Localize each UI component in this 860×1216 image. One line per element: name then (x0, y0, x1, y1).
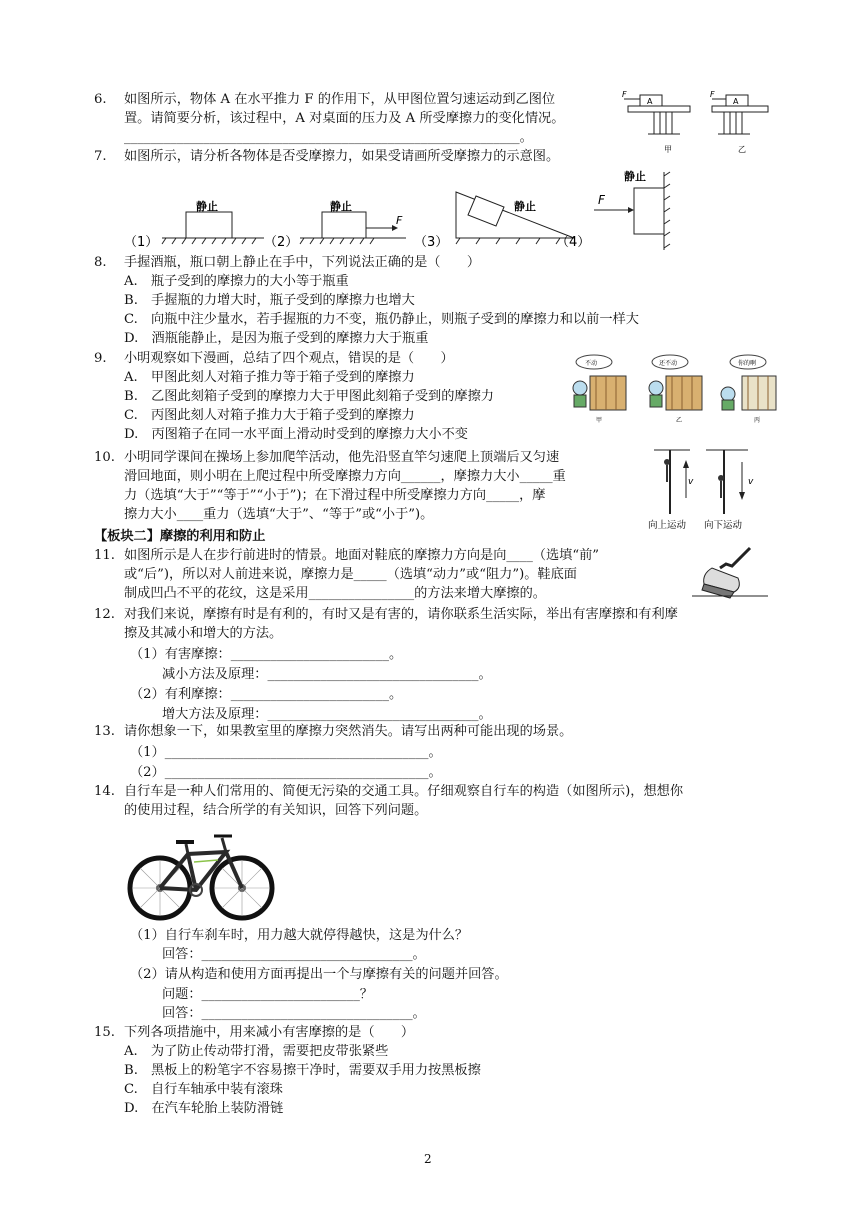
q11-number: 11. (94, 548, 115, 563)
q11-line3: 制成凹凸不平的花纹，这是采用________________的方法来增大摩擦的。 (124, 586, 546, 601)
q12-sub1-method: 减小方法及原理：________________________________。 (162, 667, 492, 682)
q9-option-b: B. 乙图此刻箱子受到的摩擦力大于甲图此刻箱子受到的摩擦力 (124, 389, 494, 404)
q13-sub1: （1）________________________________________。 (130, 745, 442, 760)
q10-line4: 擦力大小____重力（选填“大于”、“等于”或“小于”)。 (124, 507, 434, 522)
q9-comic-figure (566, 354, 780, 426)
q8-stem: 手握酒瓶，瓶口朝上静止在手中，下列说法正确的是（ ） (124, 255, 481, 270)
svg-text:v: v (748, 477, 754, 487)
svg-text:还不动: 还不动 (659, 360, 678, 367)
q15-option-c: C. 自行车轴承中装有滚珠 (124, 1082, 283, 1097)
q7-line1: 如图所示，请分析各物体是否受摩擦力，如果受请画所受摩擦力的示意图。 (124, 149, 560, 164)
svg-text:（2）: （2） (264, 235, 299, 250)
q8-option-d: D. 酒瓶能静止，是因为瓶子受到的摩擦力大于瓶重 (124, 331, 429, 346)
q9-option-d: D. 丙图箱子在同一水平面上滑动时受到的摩擦力大小不变 (124, 427, 468, 442)
q7-number: 7. (94, 149, 107, 164)
q6-number: 6. (94, 92, 107, 107)
q14-sub1: （1）自行车刹车时，用力越大就停得越快，这是为什么？ (130, 928, 469, 943)
svg-text:乙: 乙 (676, 417, 683, 424)
q14-sub1-answer: 回答：________________________________。 (162, 947, 426, 962)
q12-line2: 擦及其减小和增大的方法。 (124, 626, 283, 641)
q15-stem: 下列各项措施中，用来减小有害摩擦的是（ ） (124, 1025, 415, 1040)
svg-text:你的啊: 你的啊 (738, 360, 757, 367)
q15-option-b: B. 黑板上的粉笔字不容易擦干净时，需要双手用力按黑板擦 (124, 1063, 481, 1078)
svg-text:A: A (733, 97, 739, 106)
svg-text:向上运动: 向上运动 (648, 520, 687, 531)
q11-line1: 如图所示是人在步行前进时的情景。地面对鞋底的摩擦力方向是向____（选填“前” (124, 548, 600, 563)
q15-number: 15. (94, 1025, 115, 1040)
q13-stem: 请你想象一下，如果教室里的摩擦力突然消失。请写出两种可能出现的场景。 (124, 724, 573, 739)
svg-text:（4）: （4） (556, 235, 591, 250)
svg-text:不动: 不动 (585, 360, 598, 367)
svg-text:A: A (647, 97, 653, 106)
section-heading: 【板块二】摩擦的利用和防止 (94, 529, 266, 544)
svg-text:向下运动: 向下运动 (704, 520, 743, 531)
svg-text:丙: 丙 (754, 417, 761, 424)
q13-sub2: （2）________________________________________。 (130, 765, 442, 780)
q8-option-c: C. 向瓶中注少量水，若手握瓶的力不变，瓶仍静止，则瓶子受到的摩擦力和以前一样大 (124, 312, 639, 327)
q9-option-a: A. 甲图此刻人对箱子推力等于箱子受到的摩擦力 (124, 370, 415, 385)
svg-text:静止: 静止 (196, 200, 218, 213)
q15-option-a: A. 为了防止传动带打滑，需要把皮带张紧些 (124, 1044, 389, 1059)
svg-text:F: F (396, 214, 403, 227)
q9-stem: 小明观察如下漫画，总结了四个观点，错误的是（ ） (124, 351, 454, 366)
q6-figure (620, 88, 780, 156)
q10-pole-figure (648, 448, 760, 534)
bicycle-figure (126, 824, 276, 924)
yi-label: 乙 (738, 145, 746, 154)
q15-option-d: D. 在汽车轮胎上装防滑链 (124, 1101, 284, 1116)
q6-answer-line: ____________________________________________________________。 (124, 130, 533, 145)
q9-option-c: C. 丙图此刻人对箱子推力大于箱子受到的摩擦力 (124, 408, 415, 423)
q10-number: 10. (94, 450, 115, 465)
svg-text:静止: 静止 (330, 200, 352, 213)
q13-number: 13. (94, 724, 115, 739)
q14-sub2: （2）请从构造和使用方面再提出一个与摩擦有关的问题并回答。 (130, 967, 508, 982)
jia-label: 甲 (664, 145, 672, 154)
q12-sub2: （2）有利摩擦：________________________。 (130, 687, 403, 702)
q7-figure (124, 166, 684, 252)
q8-option-a: A. 瓶子受到的摩擦力的大小等于瓶重 (124, 274, 349, 289)
q6-line1: 如图所示，物体 A 在水平推力 F 的作用下，从甲图位置匀速运动到乙图位 (124, 92, 556, 107)
q12-sub2-method: 增大方法及原理：________________________________。 (162, 707, 492, 722)
q9-number: 9. (94, 351, 107, 366)
q10-line1: 小明同学课间在操场上参加爬竿活动，他先沿竖直竿匀速爬上顶端后又匀速 (124, 450, 560, 465)
q14-line1: 自行车是一种人们常用的、简便无污染的交通工具。仔细观察自行车的构造（如图所示)，想想你 (124, 784, 684, 799)
svg-text:（3）: （3） (414, 235, 449, 250)
svg-text:静止: 静止 (514, 200, 536, 213)
svg-text:F: F (622, 90, 627, 99)
svg-text:（1）: （1） (124, 235, 159, 250)
q14-line2: 的使用过程，结合所学的有关知识，回答下列问题。 (124, 803, 428, 818)
q14-number: 14. (94, 784, 115, 799)
q12-sub1: （1）有害摩擦：________________________。 (130, 647, 403, 662)
q8-number: 8. (94, 255, 107, 270)
page-number: 2 (424, 1152, 432, 1166)
q10-line3: 力（选填“大于”“等于”“小于”)；在下滑过程中所受摩擦力方向_____，摩 (124, 488, 546, 503)
q14-sub2-answer: 回答：________________________________。 (162, 1006, 426, 1021)
svg-text:F: F (598, 193, 605, 207)
q11-line2: 或“后”)，所以对人前进来说，摩擦力是_____（选填“动力”或“阻力”)。鞋底面 (124, 567, 577, 582)
q11-shoe-figure (690, 544, 770, 602)
svg-text:v: v (688, 477, 694, 487)
q14-sub2-question: 问题：________________________？ (162, 987, 373, 1002)
q10-line2: 滑回地面，则小明在上爬过程中所受摩擦力方向______，摩擦力大小_____重 (124, 469, 566, 484)
q12-number: 12. (94, 607, 115, 622)
svg-text:甲: 甲 (596, 417, 603, 424)
q12-line1: 对我们来说，摩擦有时是有利的，有时又是有害的，请你联系生活实际，举出有害摩擦和有利摩 (124, 607, 678, 622)
svg-text:F: F (710, 90, 715, 99)
q8-option-b: B. 手握瓶的力增大时，瓶子受到的摩擦力也增大 (124, 293, 415, 308)
q6-line2: 置。请简要分析，该过程中，A 对桌面的压力及 A 所受摩擦力的变化情况。 (124, 111, 565, 126)
svg-text:静止: 静止 (624, 170, 646, 183)
